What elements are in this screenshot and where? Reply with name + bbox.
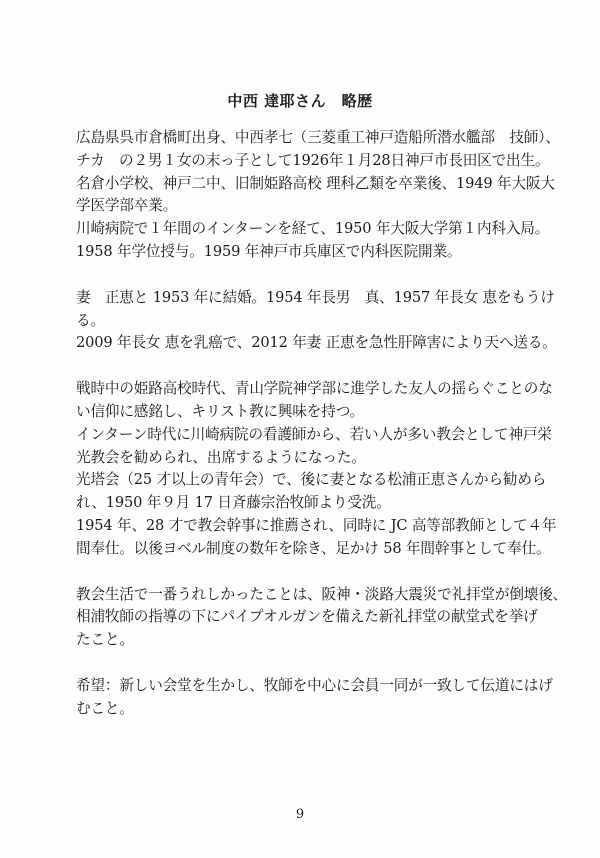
paragraph-hope bbox=[76, 675, 553, 721]
text-line: 学医学部卒業。 bbox=[76, 197, 178, 215]
text-line: 1954 年、28 才で教会幹事に推薦され、同時に JC 高等部教師として４年 bbox=[76, 516, 557, 534]
page-title: 中西 達耶さん 略歴 bbox=[227, 92, 373, 110]
text-line: れ、1950 年９月 17 日斉藤宗治牧師より受洗。 bbox=[76, 494, 391, 512]
text-line: 2009 年長女 恵を乳癌で、2012 年妻 正恵を急性肝障害により天へ送る。 bbox=[76, 334, 557, 352]
text-line: い信仰に感銘し、キリスト教に興味を持つ。 bbox=[76, 402, 365, 420]
text-line: 教会生活で一番うれしかったことは、阪神・淡路大震災で礼拝堂が倒壊後、 bbox=[76, 585, 568, 603]
text-line: 希望：新しい会堂を生かし、牧師を中心に会員一同が一致して伝道にはげ bbox=[76, 676, 553, 694]
text-line: 相浦牧師の指導の下にパイプオルガンを備えた新礼拝堂の献堂式を挙げ bbox=[76, 608, 538, 626]
paragraph-faith bbox=[76, 378, 557, 560]
text-line: たこと。 bbox=[76, 631, 134, 649]
paragraph-happiest-memory bbox=[76, 584, 568, 652]
text-line: 名倉小学校、神戸二中、旧制姫路高校 理科乙類を卒業後、1949 年大阪大 bbox=[76, 174, 555, 192]
text-line: むこと。 bbox=[76, 699, 134, 717]
text-line: 広島県呉市倉橋町出身、中西孝七（三菱重工神戸造船所潜水艦部 技師）、 bbox=[76, 129, 560, 146]
text-line: 光塔会（25 才以上の青年会）で、後に妻となる松浦正恵さんから勧めら bbox=[76, 471, 547, 489]
page-number: 9 bbox=[295, 807, 305, 822]
text-line: 光教会を勧められ、出席するようになった。 bbox=[76, 448, 366, 466]
text-line: 1958 年学位授与。1959 年神戸市兵庫区で内科医院開業。 bbox=[76, 242, 462, 260]
biography-body bbox=[76, 127, 568, 744]
text-line: チカ の２男１女の末っ子として1926年１月28日神戸市長田区で出生。 bbox=[76, 151, 550, 169]
text-line: 妻 正恵と 1953 年に結婚。1954 年長男 真、1957 年長女 恵をもうけ bbox=[76, 288, 555, 306]
text-line: 間奉仕。以後ヨベル制度の数年を除き、足かけ 58 年間幹事として奉仕。 bbox=[76, 539, 551, 557]
text-line: インターン時代に川崎病院の看護師から、若い人が多い教会として神戸栄 bbox=[76, 425, 552, 443]
text-line: 戦時中の姫路高校時代、青山学院神学部に進学した友人の揺らぐことのな bbox=[76, 380, 553, 398]
paragraph-family bbox=[76, 287, 557, 355]
paragraph-origin-education bbox=[76, 127, 560, 264]
text-line: る。 bbox=[76, 311, 105, 329]
text-line: 川崎病院で１年間のインターンを経て、1950 年大阪大学第１内科入局。 bbox=[76, 220, 550, 238]
